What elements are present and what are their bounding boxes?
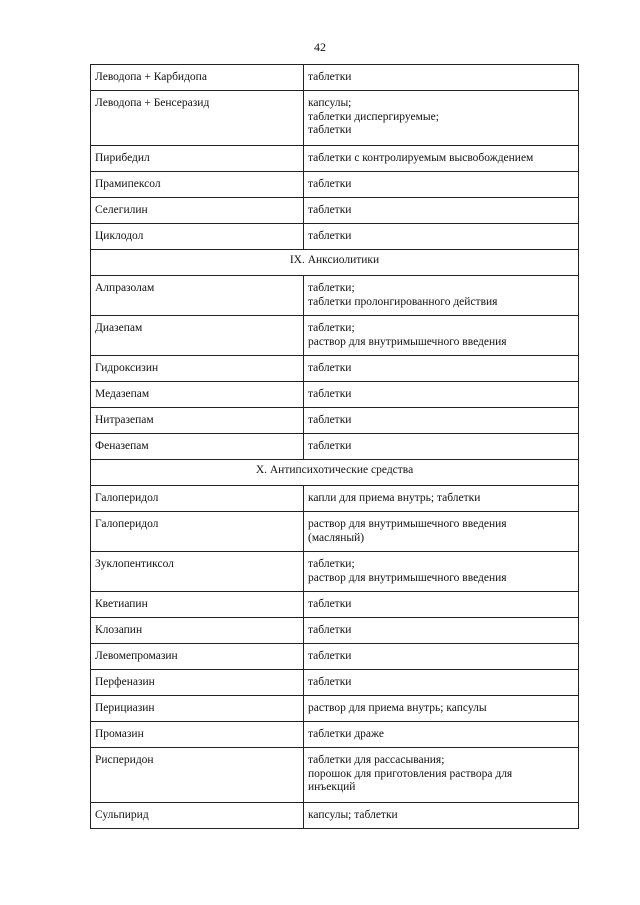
table-row [91,65,579,91]
drug-name: Леводопа + Карбидопа [91,65,304,91]
dosage-form [304,91,579,146]
dosage-form-line: таблетки [308,230,352,242]
table-row [91,316,579,356]
dosage-form-line: таблетки [308,71,352,83]
dosage-form [304,408,579,434]
drug-name: Сульпирид [91,803,304,829]
drug-name: Прамипексол [91,172,304,198]
dosage-form-line: таблетки драже [308,728,384,740]
dosage-form [304,434,579,460]
dosage-form [304,198,579,224]
dosage-form [304,696,579,722]
section-row [91,250,579,276]
drug-name: Диазепам [91,316,304,356]
dosage-form [304,382,579,408]
dosage-form-line: порошок для приготовления раствора для [308,767,513,780]
table-row [91,722,579,748]
dosage-form [304,172,579,198]
table-row [91,512,579,552]
dosage-form-line: таблетки [308,178,352,190]
table-row [91,748,579,803]
table-row [91,592,579,618]
drug-name: Медазепам [91,382,304,408]
table-row [91,276,579,316]
table-row [91,486,579,512]
table-row [91,356,579,382]
dosage-form-line: таблетки [308,598,352,610]
drug-name: Феназепам [91,434,304,460]
drug-name: Кветиапин [91,592,304,618]
drug-name: Алпразолам [91,276,304,316]
table-row [91,434,579,460]
table-row [91,146,579,172]
drug-table-body [91,65,579,829]
dosage-form-line: (масляный) [308,531,365,544]
drug-name: Гидроксизин [91,356,304,382]
table-row [91,644,579,670]
dosage-form-line: капли для приема внутрь; таблетки [308,492,481,504]
table-row [91,552,579,592]
dosage-form-line: таблетки; [308,322,355,334]
table-row [91,696,579,722]
drug-name: Клозапин [91,618,304,644]
section-row [91,460,579,486]
table-row [91,91,579,146]
dosage-form-line: таблетки [308,388,352,400]
dosage-form-line: раствор для внутримышечного введения [308,335,507,348]
drug-name: Леводопа + Бенсеразид [91,91,304,146]
drug-name: Нитразепам [91,408,304,434]
dosage-form-line: таблетки [308,650,352,662]
drug-table [90,64,579,829]
dosage-form-line: таблетки для рассасывания; [308,754,445,766]
dosage-form-line: капсулы; таблетки [308,809,398,821]
dosage-form [304,486,579,512]
dosage-form [304,748,579,803]
drug-name: Циклодол [91,224,304,250]
dosage-form [304,276,579,316]
dosage-form-line: таблетки [308,204,352,216]
dosage-form-line: таблетки пролонгированного действия [308,295,498,308]
dosage-form-line: инъекций [308,781,356,793]
dosage-form [304,722,579,748]
section-title: X. Антипсихотические средства [91,460,579,486]
section-title: IX. Анксиолитики [91,250,579,276]
dosage-form [304,146,579,172]
dosage-form [304,224,579,250]
dosage-form-line: таблетки диспергируемые; [308,110,439,123]
drug-name: Рисперидон [91,748,304,803]
dosage-form-line: раствор для внутримышечного введения [308,571,507,584]
dosage-form [304,65,579,91]
dosage-form-line: раствор для внутримышечного введения [308,518,507,530]
dosage-form [304,592,579,618]
table-row [91,382,579,408]
dosage-form-line: таблетки [308,440,352,452]
dosage-form [304,356,579,382]
dosage-form-line: таблетки [308,676,352,688]
drug-name: Галоперидол [91,486,304,512]
table-row [91,408,579,434]
dosage-form [304,618,579,644]
page-number: 42 [314,40,326,54]
dosage-form [304,670,579,696]
table-row [91,172,579,198]
table-row [91,198,579,224]
dosage-form-line: таблетки [308,414,352,426]
drug-name: Промазин [91,722,304,748]
drug-name: Перициазин [91,696,304,722]
dosage-form-line: капсулы; [308,97,352,109]
dosage-form [304,316,579,356]
table-row [91,670,579,696]
dosage-form [304,552,579,592]
dosage-form-line: таблетки [308,624,352,636]
drug-name: Зуклопентиксол [91,552,304,592]
drug-name: Галоперидол [91,512,304,552]
dosage-form [304,803,579,829]
drug-name: Селегилин [91,198,304,224]
dosage-form-line: таблетки [308,362,352,374]
dosage-form-line: таблетки [308,124,352,136]
dosage-form [304,644,579,670]
dosage-form-line: таблетки; [308,282,355,294]
drug-name: Левомепромазин [91,644,304,670]
drug-name: Пирибедил [91,146,304,172]
drug-name: Перфеназин [91,670,304,696]
dosage-form-line: таблетки; [308,558,355,570]
dosage-form [304,512,579,552]
table-row [91,224,579,250]
table-row [91,803,579,829]
table-row [91,618,579,644]
dosage-form-line: таблетки с контролируемым высвобождением [308,152,534,164]
dosage-form-line: раствор для приема внутрь; капсулы [308,702,487,714]
